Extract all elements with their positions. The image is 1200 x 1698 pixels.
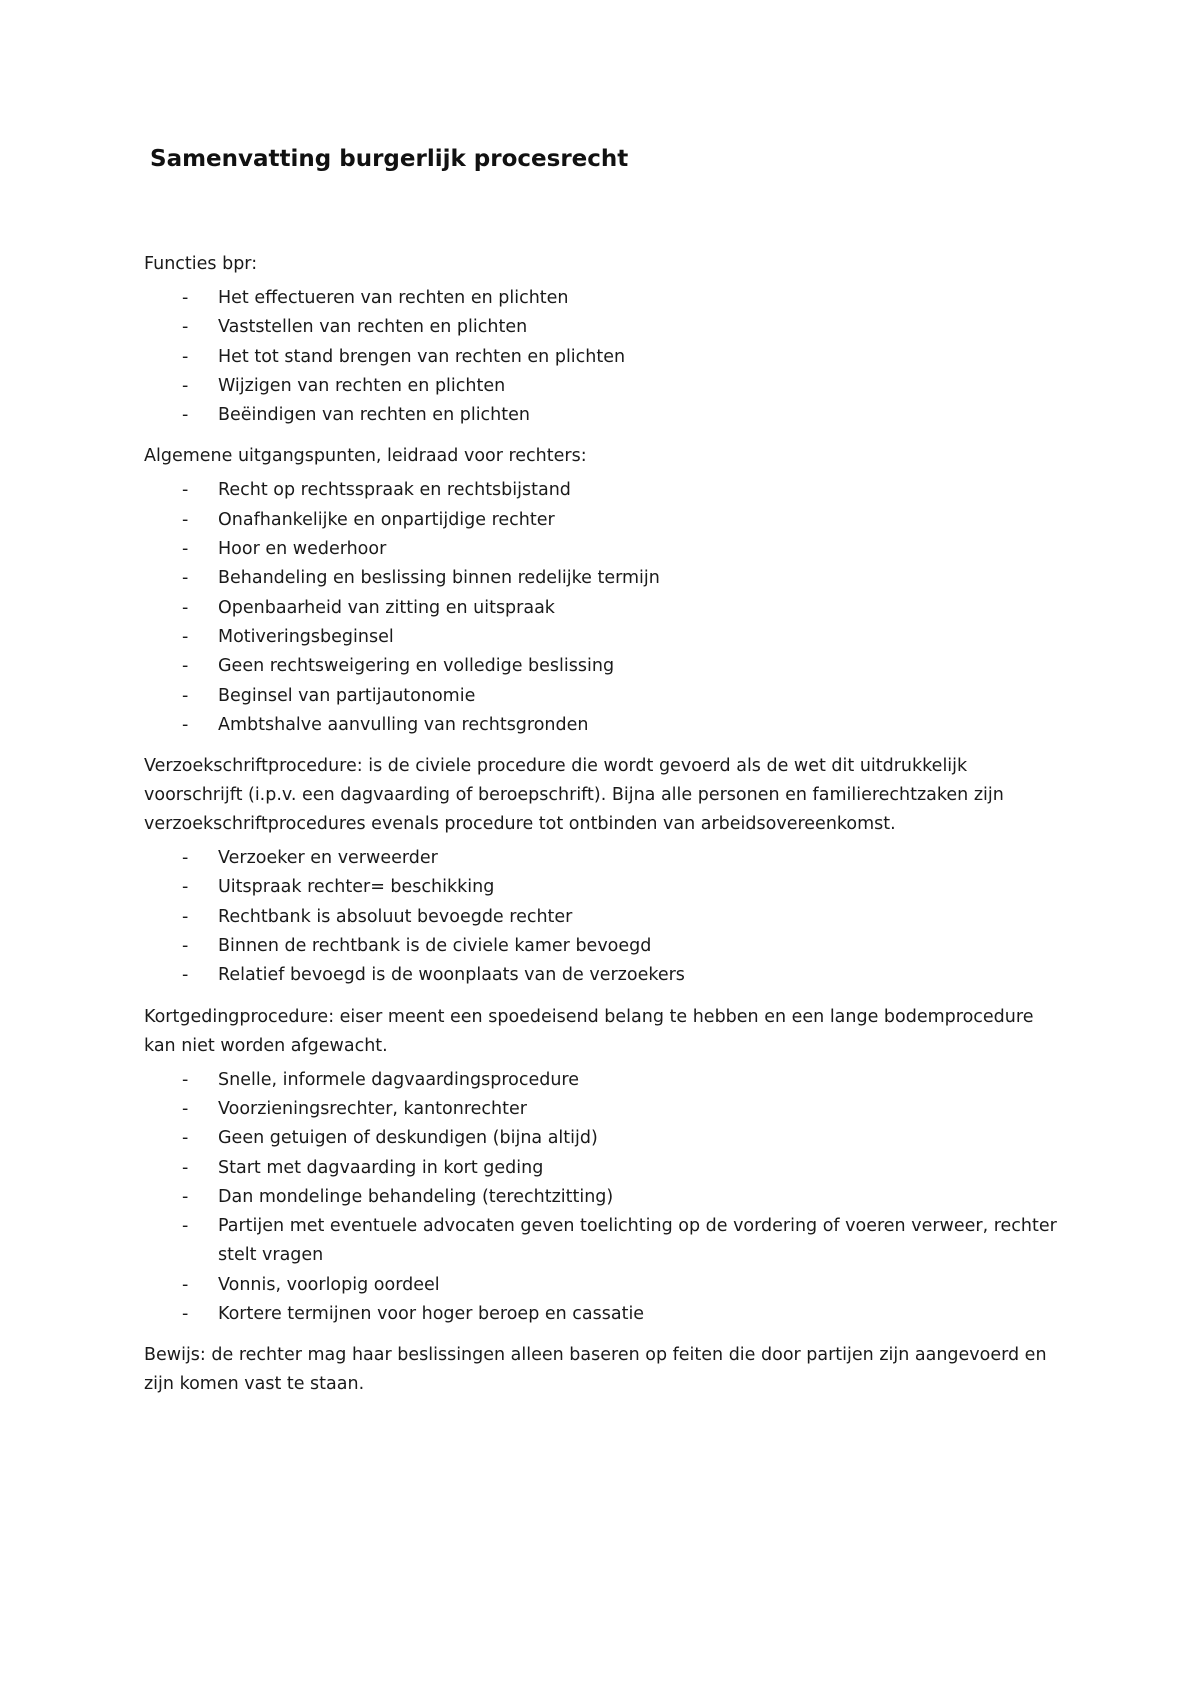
bullet-dash: - [182,1186,189,1207]
bullet-dash: - [182,597,189,618]
list-item: - Beëindigen van rechten en plichten [144,401,1064,430]
list-item: - Vonnis, voorlopig oordeel [144,1271,1064,1300]
bullet-dash: - [182,906,189,927]
list-item: - Het effectueren van rechten en plichten [144,284,1064,313]
bullet-dash: - [182,539,189,560]
list-item: - Ambtshalve aanvulling van rechtsgronden [144,711,1064,740]
bullet-dash: - [182,685,189,706]
bullet-dash: - [182,288,189,308]
bullet-dash: - [182,877,189,898]
bullet-dash: - [182,1069,189,1090]
bullet-dash: - [182,848,189,869]
list-item: - Hoor en wederhoor [144,535,1064,564]
list-item: - Openbaarheid van zitting en uitspraak [144,594,1064,623]
list-verzoekschrift [144,844,1064,990]
bullet-dash: - [182,936,189,957]
section-paragraph-bewijs: Bewijs: de rechter mag haar beslissingen alleen baseren op feiten die door partijen zijn aangevoerd en zijn komen vast te staan. [144,1345,1047,1395]
bullet-dash: - [182,317,189,338]
list-item: - Uitspraak rechter= beschikking [144,873,1064,902]
list-item: - Het tot stand brengen van rechten en plichten [144,343,1064,372]
bullet-dash: - [182,509,189,530]
list-item: - Vaststellen van rechten en plichten [144,313,1064,342]
bullet-dash: - [182,1216,189,1237]
list-item: - Dan mondelinge behandeling (terechtzitting) [144,1183,1064,1212]
bullet-dash: - [182,1098,189,1119]
list-item: - Voorzieningsrechter, kantonrechter [144,1095,1064,1124]
bullet-dash: - [182,568,189,589]
list-item: - Verzoeker en verweerder [144,844,1064,873]
list-item: - Geen getuigen of deskundigen (bijna altijd) [144,1124,1064,1153]
bullet-dash: - [182,1157,189,1178]
bullet-dash: - [182,375,189,396]
list-functies [144,284,1064,430]
document-body [144,250,1064,1399]
section-heading-functies: Functies bpr: [144,254,258,274]
bullet-dash: - [182,656,189,677]
section-heading-uitgangspunten: Algemene uitgangspunten, leidraad voor rechters: [144,446,587,467]
list-item: - Wijzigen van rechten en plichten [144,372,1064,401]
list-item: - Partijen met eventuele advocaten geven toelichting op de vordering of voeren verweer, rechter stelt vragen [144,1212,1064,1271]
list-item: - Geen rechtsweigering en volledige beslissing [144,652,1064,681]
list-item: - Rechtbank is absoluut bevoegde rechter [144,903,1064,932]
bullet-dash: - [182,480,189,501]
bullet-dash: - [182,346,189,367]
document-title: Samenvatting burgerlijk procesrecht [150,146,629,172]
list-item: - Beginsel van partijautonomie [144,682,1064,711]
list-item: - Relatief bevoegd is de woonplaats van de verzoekers [144,961,1064,990]
bullet-dash: - [182,1304,189,1325]
bullet-dash: - [182,965,189,986]
list-uitgangspunten [144,476,1064,740]
list-item: - Motiveringsbeginsel [144,623,1064,652]
list-item: - Onafhankelijke en onpartijdige rechter [144,506,1064,535]
list-item: - Kortere termijnen voor hoger beroep en cassatie [144,1300,1064,1329]
section-paragraph-kortgeding: Kortgedingprocedure: eiser meent een spoedeisend belang te hebben en een lange bodemprocedure kan niet worden afgewacht. [144,1006,1034,1056]
list-item: - Behandeling en beslissing binnen redelijke termijn [144,564,1064,593]
bullet-dash: - [182,1128,189,1149]
list-item: - Recht op rechtsspraak en rechtsbijstand [144,476,1064,505]
section-paragraph-verzoekschrift: Verzoekschriftprocedure: is de civiele procedure die wordt gevoerd als de wet dit uitdrukkelijk voorschrijft (i.p.v. een dagvaarding of beroepschrift). Bijna alle personen en familierechtzaken zijn verzoekschriftprocedures evenals procedure tot ontbinden van arbeidsovereenkomst. [144,756,1004,835]
bullet-dash: - [182,714,189,735]
list-item: - Binnen de rechtbank is de civiele kamer bevoegd [144,932,1064,961]
bullet-dash: - [182,1274,189,1295]
list-item: - Snelle, informele dagvaardingsprocedure [144,1066,1064,1095]
list-kortgeding [144,1066,1064,1330]
list-item: - Start met dagvaarding in kort geding [144,1154,1064,1183]
bullet-dash: - [182,405,189,426]
bullet-dash: - [182,626,189,647]
